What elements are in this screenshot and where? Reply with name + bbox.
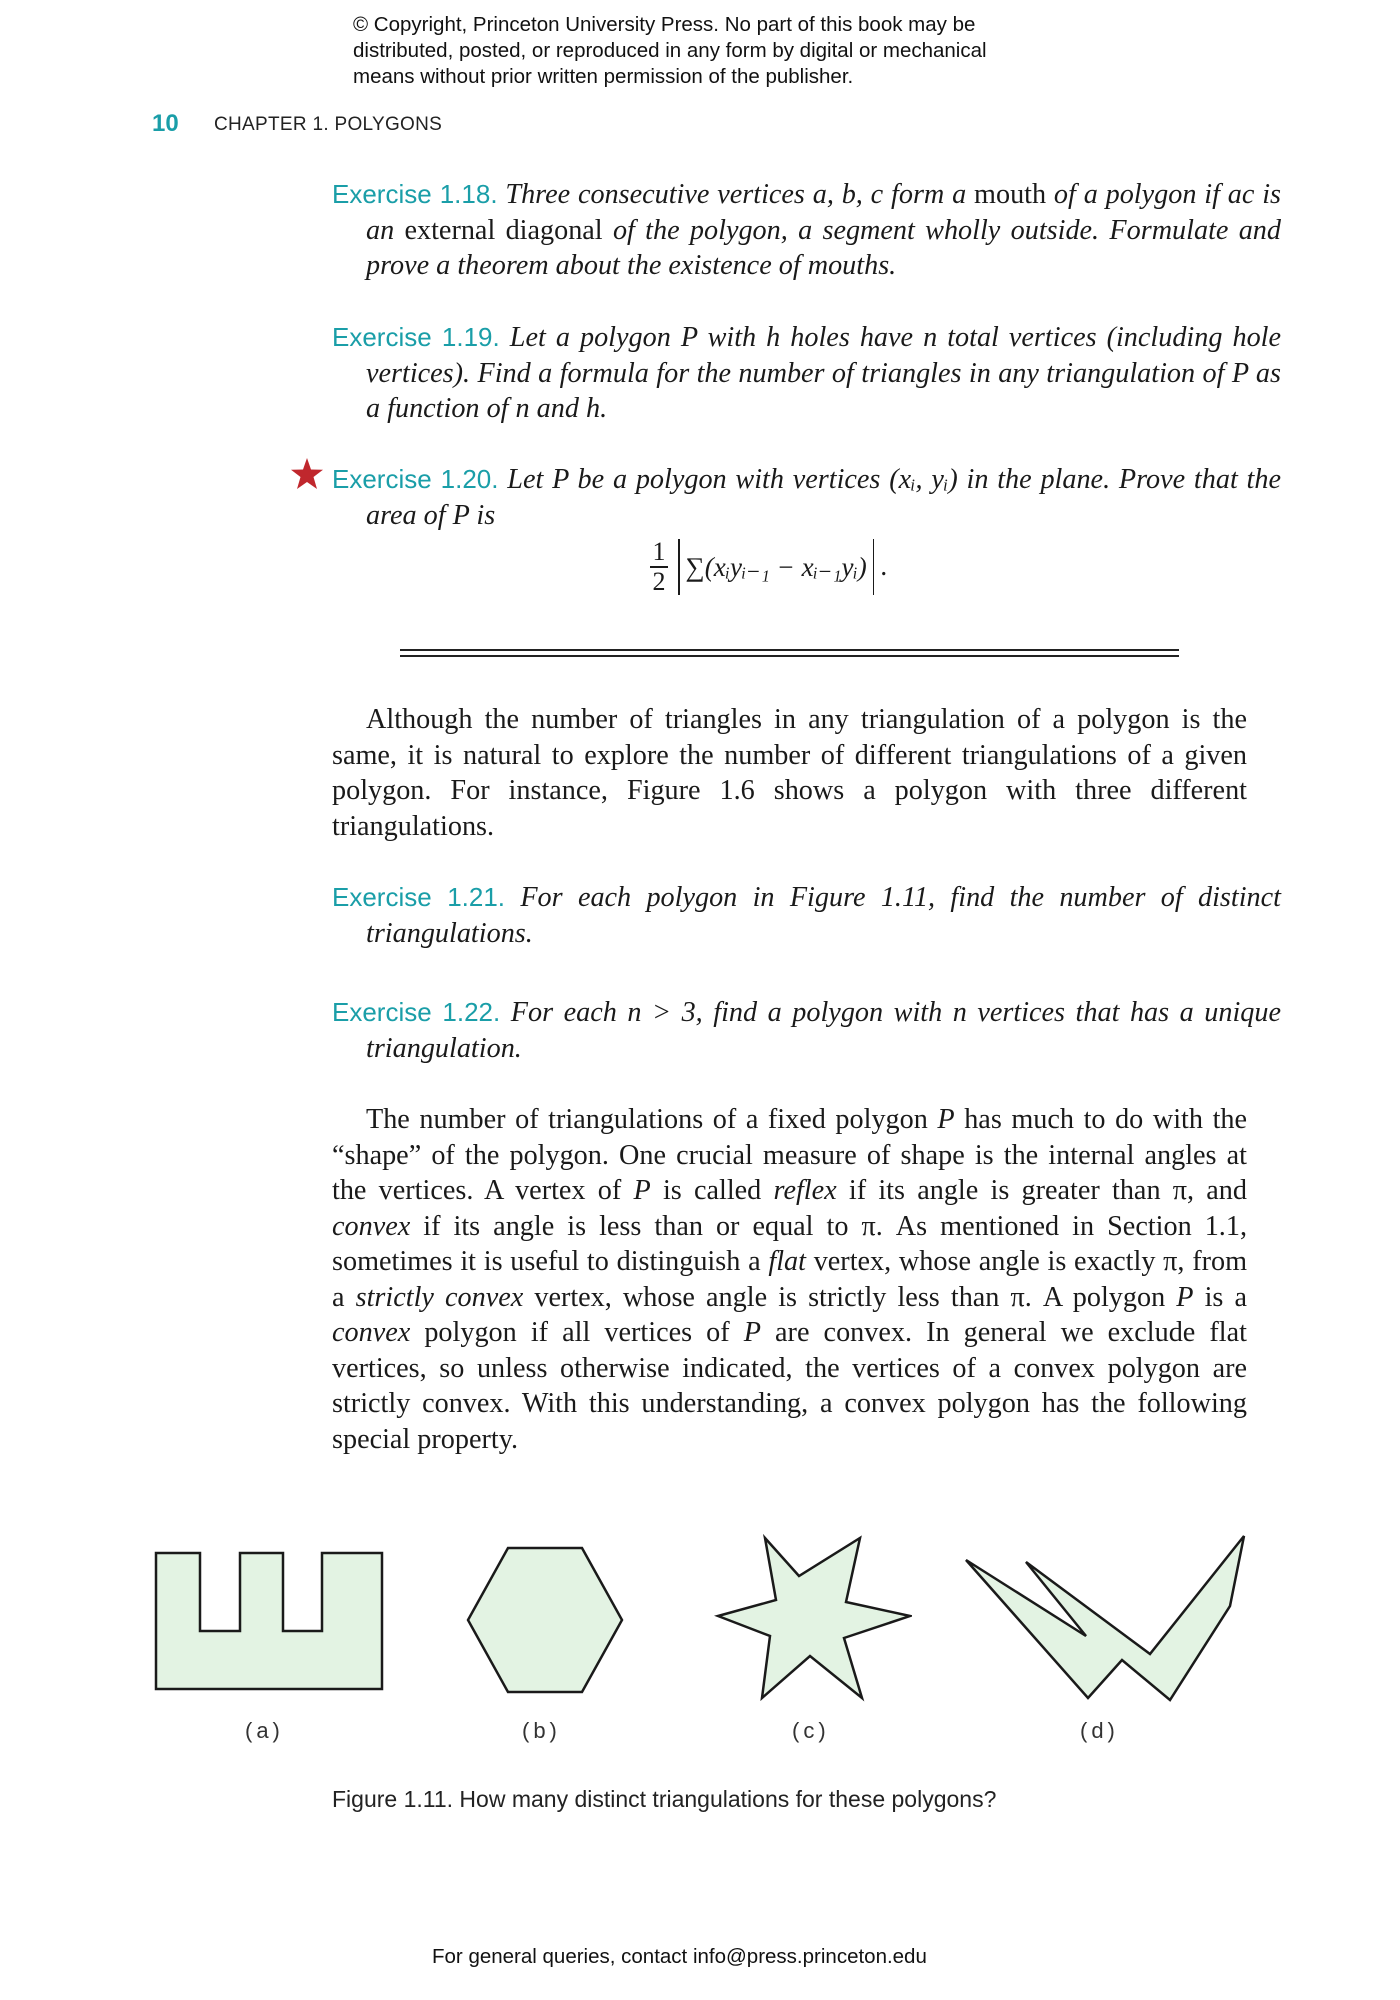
exercise-text: of the polygon, a segment wholly outside. Formulate and prove a theorem about the existence of mouths. (366, 214, 1281, 281)
figure-label-d: (d) (1080, 1718, 1119, 1743)
figure-polygon-a (150, 1545, 390, 1695)
figure-label-c: (c) (792, 1718, 830, 1743)
copyright-line: distributed, posted, or reproduced in any form by digital or mechanical (353, 39, 987, 62)
figure-polygon-d (960, 1530, 1250, 1710)
term-strictly-convex: strictly convex (355, 1281, 524, 1313)
exercise-text: of a polygon if ac is an (366, 179, 1282, 246)
paragraph (332, 1102, 1247, 1457)
polygon-comb (156, 1553, 382, 1689)
polygon-hexagon (468, 1548, 622, 1692)
math-var: P (937, 1104, 955, 1135)
text: is a (1193, 1281, 1247, 1313)
exercise-1-21 (332, 880, 1281, 951)
exercise-label: Exercise 1.20. (332, 464, 499, 494)
abs-bar-left (678, 539, 680, 595)
text: are convex. In general we exclude flat vertices, so unless otherwise indicated, the vertices of a convex polygon are strictly convex. With this understanding, a convex polygon has the following special property. (332, 1317, 1247, 1455)
exercise-text: Let P be a polygon with vertices (507, 464, 890, 495)
paragraph: Although the number of triangles in any triangulation of a polygon is the same, it is natural to explore the number of different triangulations of a given polygon. For instance, Figure 1.6 shows a polygon with three different triangulations. (332, 704, 1247, 842)
exercise-label: Exercise 1.22. (332, 997, 501, 1027)
text: if its angle is greater than π, and (836, 1175, 1247, 1206)
math-var: P (743, 1317, 761, 1348)
math-var: P (1176, 1281, 1194, 1313)
math-var: P (633, 1175, 651, 1206)
fraction-denominator: 2 (652, 566, 666, 596)
exercise-text: , find a polygon with n vertices that has a unique triangulation. (366, 997, 1281, 1064)
exercise-1-22 (332, 995, 1281, 1066)
figure-label-a: (a) (245, 1718, 284, 1743)
section-rule (400, 649, 1179, 651)
copyright-line: means without prior written permission of the publisher. (353, 65, 854, 88)
area-formula (650, 532, 887, 602)
fraction (650, 538, 668, 596)
copyright-line: © Copyright, Princeton University Press. No part of this book may be (353, 13, 976, 36)
term-convex: convex (332, 1210, 411, 1242)
text: is called (650, 1175, 774, 1206)
text: if its angle is less than or equal to π. As mentioned in Section 1.1, sometimes it is useful to distinguish a (332, 1210, 1247, 1277)
text: has much to do with the “shape” of the polygon. One crucial measure of shape is the internal angles at the vertices. A vertex of (332, 1104, 1247, 1206)
exercise-label: Exercise 1.18. (332, 179, 498, 209)
figure-polygon-c (712, 1532, 912, 1702)
figure-caption: Figure 1.11. How many distinct triangulations for these polygons? (332, 1786, 997, 1812)
term-convex: convex (332, 1317, 411, 1348)
text: vertex, whose angle is strictly less than π. A polygon (523, 1281, 1177, 1313)
exercise-text: Three consecutive vertices a, b, c form a (505, 179, 975, 210)
footer-contact: For general queries, contact info@press.princeton.edu (432, 1945, 927, 1968)
exercise-text: For each (510, 997, 628, 1028)
exercise-1-20 (332, 462, 1281, 533)
exercise-math: n > 3 (627, 997, 696, 1028)
formula-sum: ∑(xᵢyᵢ₋₁ − xᵢ₋₁yᵢ) (685, 551, 867, 582)
term-reflex: reflex (773, 1175, 837, 1206)
figure-polygon-b (460, 1540, 630, 1700)
text: vertex, whose angle is exactly π, from a (332, 1246, 1248, 1313)
exercise-text: in the plane. Prove that the area of P is (366, 464, 1281, 531)
exercise-term: external diagonal (404, 214, 603, 246)
exercise-text: For each polygon in Figure 1.11, find the number of distinct triangulations. (366, 882, 1281, 949)
exercise-1-19 (332, 320, 1281, 427)
fraction-numerator: 1 (652, 537, 666, 567)
page-number: 10 (152, 110, 179, 137)
figure-label-b: (b) (522, 1718, 561, 1743)
exercise-label: Exercise 1.19. (332, 322, 500, 352)
text: The number of triangulations of a fixed polygon (366, 1104, 938, 1135)
polygon-star (718, 1538, 910, 1698)
polygon-zigzag (966, 1536, 1244, 1700)
abs-bar-right (873, 539, 875, 595)
section-rule (400, 655, 1179, 657)
term-flat: flat (768, 1246, 806, 1277)
star-icon (290, 457, 324, 491)
copyright-notice (353, 12, 1113, 90)
formula-end: . (880, 551, 888, 582)
exercise-label: Exercise 1.21. (332, 882, 506, 912)
chapter-title: CHAPTER 1. POLYGONS (214, 114, 443, 135)
exercise-1-18 (332, 177, 1281, 284)
exercise-term: mouth (974, 179, 1047, 210)
exercise-text: Let a polygon P with h holes have n total vertices (including hole vertices). Find a formula for the number of triangles in any triangulation of P as a function of n and h. (366, 322, 1282, 424)
exercise-math: (xᵢ, yᵢ) (889, 464, 958, 495)
text: polygon if all vertices of (410, 1317, 744, 1348)
